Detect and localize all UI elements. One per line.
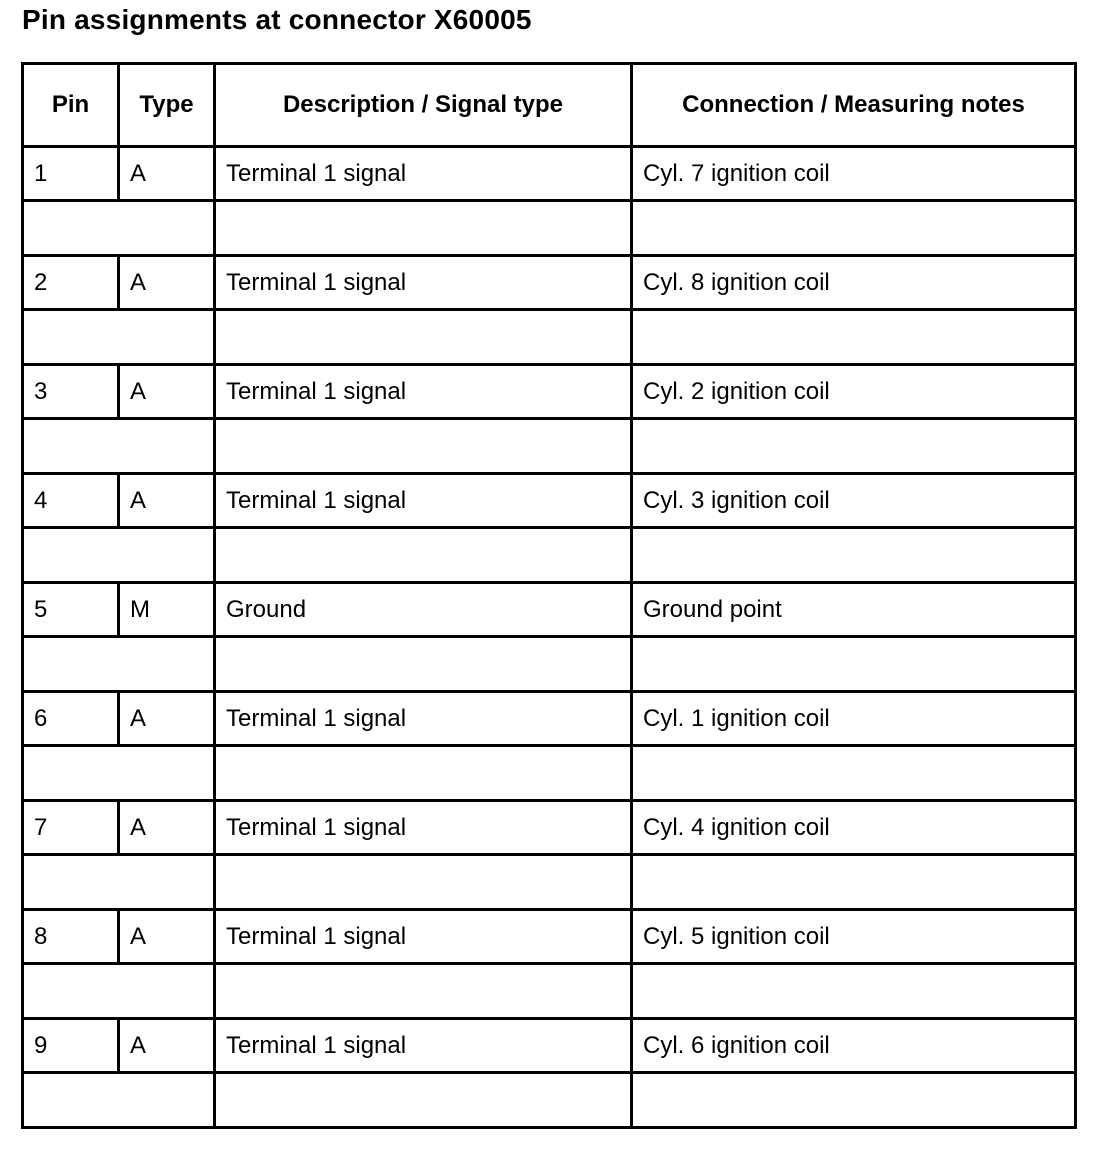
spacer-cell xyxy=(215,964,632,1019)
type-cell: A xyxy=(119,692,215,746)
connection-cell: Cyl. 6 ignition coil xyxy=(632,1019,1076,1073)
connection-cell: Ground point xyxy=(632,583,1076,637)
spacer-row xyxy=(23,310,1076,365)
spacer-cell xyxy=(632,637,1076,692)
pin-cell: 2 xyxy=(23,256,119,310)
pin-cell: 4 xyxy=(23,474,119,528)
spacer-cell xyxy=(632,855,1076,910)
type-cell: A xyxy=(119,147,215,201)
table-row xyxy=(23,365,1076,419)
description-cell: Ground xyxy=(215,583,632,637)
connection-cell: Cyl. 7 ignition coil xyxy=(632,147,1076,201)
spacer-cell xyxy=(215,201,632,256)
spacer-cell xyxy=(632,310,1076,365)
type-cell: A xyxy=(119,1019,215,1073)
type-cell: A xyxy=(119,474,215,528)
spacer-cell xyxy=(632,419,1076,474)
type-cell: A xyxy=(119,910,215,964)
spacer-cell xyxy=(23,746,215,801)
spacer-row xyxy=(23,1073,1076,1128)
pin-cell: 3 xyxy=(23,365,119,419)
table-row xyxy=(23,147,1076,201)
spacer-cell xyxy=(632,964,1076,1019)
spacer-row xyxy=(23,201,1076,256)
table-row xyxy=(23,692,1076,746)
spacer-row xyxy=(23,855,1076,910)
header-pin: Pin xyxy=(23,64,119,147)
spacer-cell xyxy=(215,637,632,692)
pin-cell: 8 xyxy=(23,910,119,964)
type-cell: M xyxy=(119,583,215,637)
spacer-cell xyxy=(215,528,632,583)
spacer-cell xyxy=(632,746,1076,801)
description-cell: Terminal 1 signal xyxy=(215,147,632,201)
connection-cell: Cyl. 8 ignition coil xyxy=(632,256,1076,310)
description-cell: Terminal 1 signal xyxy=(215,365,632,419)
spacer-cell xyxy=(23,201,215,256)
spacer-cell xyxy=(215,746,632,801)
spacer-cell xyxy=(215,1073,632,1128)
spacer-cell xyxy=(632,528,1076,583)
connection-cell: Cyl. 3 ignition coil xyxy=(632,474,1076,528)
spacer-row xyxy=(23,419,1076,474)
table-row xyxy=(23,474,1076,528)
connection-cell: Cyl. 4 ignition coil xyxy=(632,801,1076,855)
table-row xyxy=(23,256,1076,310)
table-header-row xyxy=(23,64,1076,147)
spacer-cell xyxy=(215,855,632,910)
table-row xyxy=(23,801,1076,855)
description-cell: Terminal 1 signal xyxy=(215,256,632,310)
header-connection: Connection / Measuring notes xyxy=(632,64,1076,147)
connection-cell: Cyl. 1 ignition coil xyxy=(632,692,1076,746)
spacer-cell xyxy=(632,201,1076,256)
page-title: Pin assignments at connector X60005 xyxy=(22,4,532,35)
spacer-cell xyxy=(23,637,215,692)
pin-cell: 5 xyxy=(23,583,119,637)
spacer-cell xyxy=(632,1073,1076,1128)
spacer-cell xyxy=(215,310,632,365)
spacer-cell xyxy=(23,528,215,583)
type-cell: A xyxy=(119,801,215,855)
pin-cell: 7 xyxy=(23,801,119,855)
pin-cell: 6 xyxy=(23,692,119,746)
description-cell: Terminal 1 signal xyxy=(215,910,632,964)
description-cell: Terminal 1 signal xyxy=(215,474,632,528)
spacer-row xyxy=(23,964,1076,1019)
spacer-row xyxy=(23,528,1076,583)
spacer-cell xyxy=(23,855,215,910)
spacer-cell xyxy=(23,310,215,365)
connection-cell: Cyl. 2 ignition coil xyxy=(632,365,1076,419)
table-row xyxy=(23,1019,1076,1073)
spacer-cell xyxy=(215,419,632,474)
spacer-cell xyxy=(23,419,215,474)
description-cell: Terminal 1 signal xyxy=(215,801,632,855)
pin-assignment-table xyxy=(21,62,1077,1129)
spacer-cell xyxy=(23,1073,215,1128)
description-cell: Terminal 1 signal xyxy=(215,1019,632,1073)
header-type: Type xyxy=(119,64,215,147)
connection-cell: Cyl. 5 ignition coil xyxy=(632,910,1076,964)
spacer-row xyxy=(23,746,1076,801)
type-cell: A xyxy=(119,256,215,310)
table-row xyxy=(23,583,1076,637)
pin-cell: 9 xyxy=(23,1019,119,1073)
spacer-cell xyxy=(23,964,215,1019)
description-cell: Terminal 1 signal xyxy=(215,692,632,746)
pin-cell: 1 xyxy=(23,147,119,201)
spacer-row xyxy=(23,637,1076,692)
type-cell: A xyxy=(119,365,215,419)
table-row xyxy=(23,910,1076,964)
header-description: Description / Signal type xyxy=(215,64,632,147)
